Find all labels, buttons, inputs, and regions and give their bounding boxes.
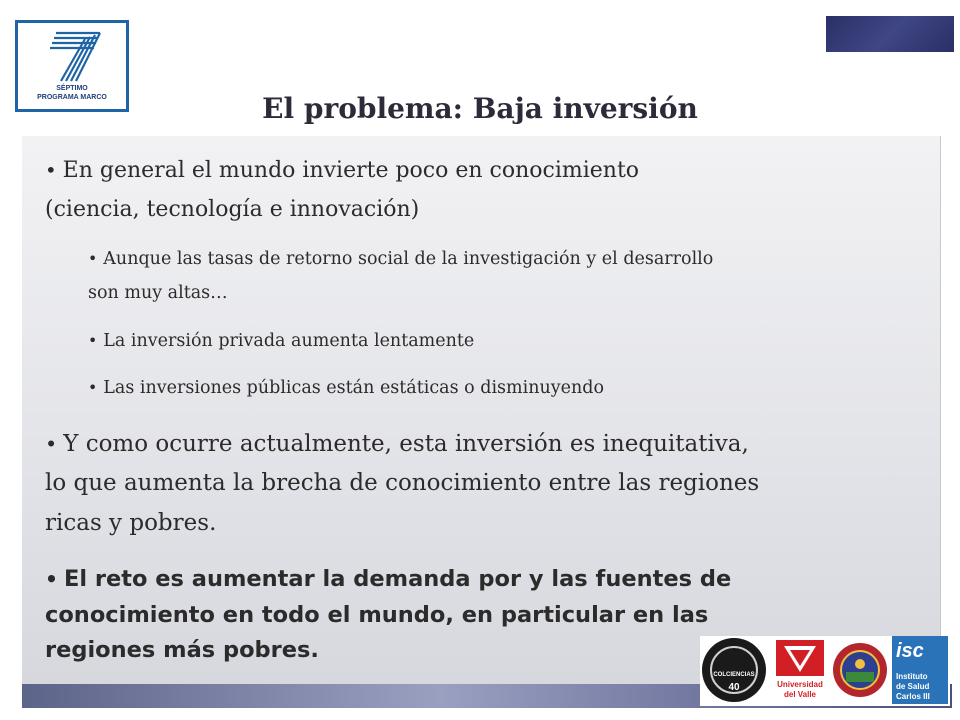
- bullet-dot: •: [88, 249, 98, 268]
- colciencias-logo: [702, 638, 766, 702]
- bullet-2-line-2: lo que aumenta la brecha de conocimiento entre las regiones: [45, 470, 760, 496]
- bullet-3-line-2: conocimiento en todo el mundo, en particular en las: [45, 602, 709, 628]
- univalle-shield-icon: [772, 638, 828, 678]
- logo-line1: SÉPTIMO: [56, 85, 88, 92]
- sub-bullet-1: [88, 244, 713, 274]
- bullet-dot: •: [45, 567, 58, 591]
- sub-bullet-3: [88, 373, 604, 403]
- sub-bullet-2: [88, 326, 474, 356]
- isciii-line1: Instituto: [896, 672, 928, 681]
- bullet-dot: •: [45, 432, 58, 456]
- sub-bullet-1-line-2: son muy altas…: [88, 283, 228, 303]
- bullet-3-line-1: El reto es aumentar la demanda por y las fuentes de: [63, 566, 732, 592]
- isciii-mark: isc: [896, 640, 924, 662]
- univalle-logo: [772, 638, 828, 704]
- bullet-dot: •: [45, 159, 57, 182]
- bullet-1: [45, 154, 639, 188]
- bullet-1-line-2: (ciencia, tecnología e innovación): [45, 197, 420, 222]
- bullet-3-line-3: regiones más pobres.: [45, 637, 319, 663]
- university-seal-logo: [832, 638, 888, 702]
- isciii-line2: de Salud: [896, 682, 930, 691]
- corner-decoration: [826, 16, 954, 52]
- isciii-line3: Carlos III: [896, 692, 930, 701]
- logo-line2: PROGRAMA MARCO: [37, 94, 107, 101]
- bullet-dot: •: [88, 378, 98, 397]
- univalle-line1: Universidad: [777, 680, 823, 689]
- seal-icon: [832, 638, 888, 702]
- bullet-2: [45, 427, 749, 461]
- bullet-dot: •: [88, 331, 98, 350]
- isciii-logo: [892, 636, 948, 704]
- bullet-3: [45, 562, 731, 596]
- colciencias-text: COLCIENCIAS: [713, 672, 755, 678]
- partner-logos: [700, 636, 950, 706]
- sub-bullet-2-text: La inversión privada aumenta lentamente: [103, 331, 475, 351]
- bullet-1-line-1: En general el mundo invierte poco en conocimiento: [62, 158, 640, 183]
- colciencias-years: 40: [728, 682, 740, 693]
- bullet-2-line-1: Y como ocurre actualmente, esta inversión es inequitativa,: [63, 431, 749, 457]
- slide-title: El problema: Baja inversión: [262, 92, 698, 125]
- univalle-line2: del Valle: [783, 690, 817, 699]
- sub-bullet-3-text: Las inversiones públicas están estáticas o disminuyendo: [103, 378, 605, 398]
- sub-bullet-1-line-1: Aunque las tasas de retorno social de la investigación y el desarrollo: [103, 249, 714, 269]
- bullet-2-line-3: ricas y pobres.: [45, 510, 217, 536]
